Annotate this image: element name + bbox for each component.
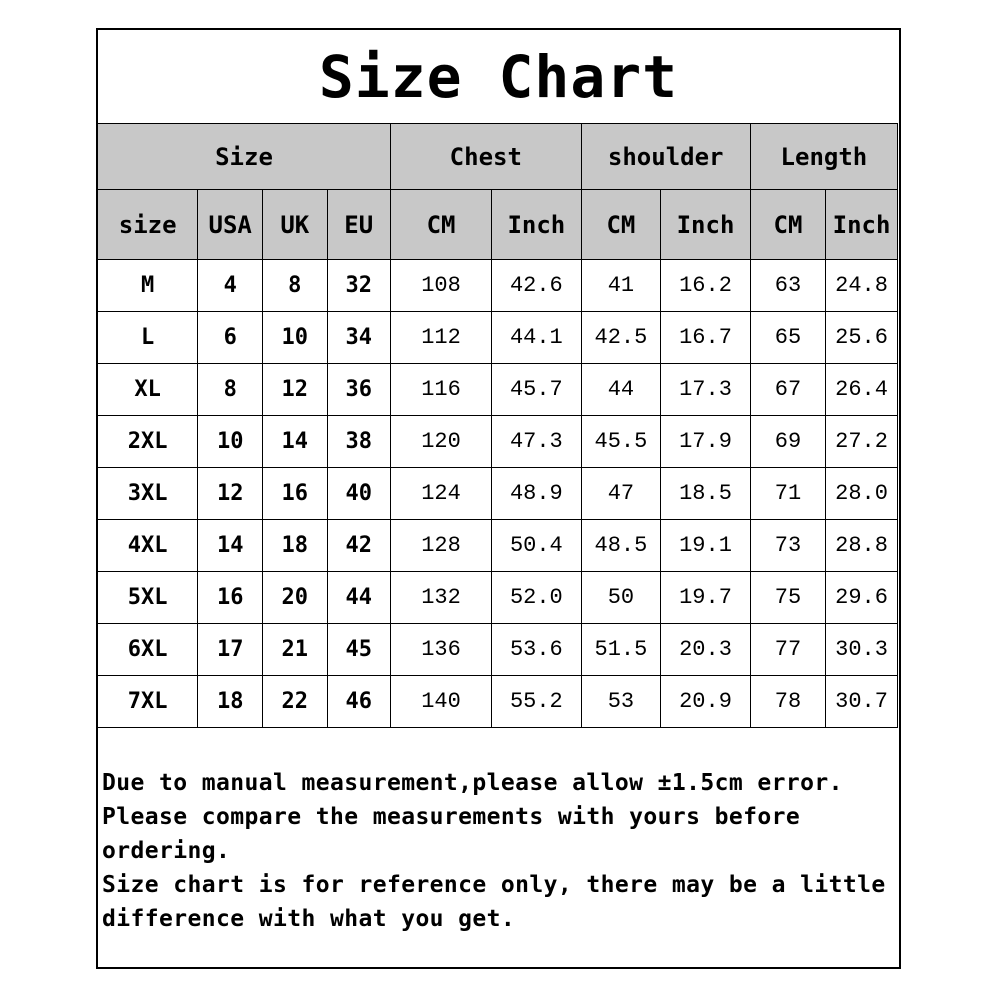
cell-eu: 40 [327, 468, 390, 520]
cell-length-inch: 28.0 [826, 468, 898, 520]
table-row [98, 624, 898, 676]
sub-header-eu: EU [327, 190, 390, 260]
cell-uk: 14 [263, 416, 327, 468]
table-row [98, 364, 898, 416]
cell-uk: 12 [263, 364, 327, 416]
cell-length-cm: 69 [750, 416, 825, 468]
cell-chest-inch: 55.2 [492, 676, 582, 728]
cell-shoulder-cm: 51.5 [581, 624, 661, 676]
sub-header-usa: USA [198, 190, 263, 260]
cell-uk: 18 [263, 520, 327, 572]
cell-size: 3XL [98, 468, 198, 520]
cell-eu: 38 [327, 416, 390, 468]
table-row [98, 676, 898, 728]
cell-length-cm: 65 [750, 312, 825, 364]
cell-shoulder-inch: 16.2 [661, 260, 751, 312]
cell-shoulder-inch: 16.7 [661, 312, 751, 364]
cell-shoulder-inch: 19.7 [661, 572, 751, 624]
note-line: Size chart is for reference only, there may be a little difference with what you get. [102, 872, 886, 932]
cell-length-inch: 30.7 [826, 676, 898, 728]
sub-header-row [98, 190, 898, 260]
group-header-chest: Chest [391, 124, 582, 190]
cell-length-cm: 78 [750, 676, 825, 728]
sub-header-shoulder-inch: Inch [661, 190, 751, 260]
cell-chest-cm: 112 [391, 312, 492, 364]
cell-shoulder-cm: 50 [581, 572, 661, 624]
sub-header-chest-inch: Inch [492, 190, 582, 260]
table-row [98, 572, 898, 624]
cell-chest-cm: 124 [391, 468, 492, 520]
cell-eu: 46 [327, 676, 390, 728]
cell-shoulder-cm: 53 [581, 676, 661, 728]
cell-usa: 18 [198, 676, 263, 728]
sub-header-length-inch: Inch [826, 190, 898, 260]
cell-shoulder-cm: 47 [581, 468, 661, 520]
group-header-size: Size [98, 124, 391, 190]
cell-chest-inch: 53.6 [492, 624, 582, 676]
note-line: Due to manual measurement,please allow ±1.5cm error. [102, 770, 843, 796]
cell-size: 7XL [98, 676, 198, 728]
cell-usa: 4 [198, 260, 263, 312]
cell-size: 6XL [98, 624, 198, 676]
cell-size: XL [98, 364, 198, 416]
cell-shoulder-inch: 20.3 [661, 624, 751, 676]
cell-length-inch: 25.6 [826, 312, 898, 364]
cell-chest-cm: 136 [391, 624, 492, 676]
cell-eu: 44 [327, 572, 390, 624]
cell-length-inch: 28.8 [826, 520, 898, 572]
cell-usa: 17 [198, 624, 263, 676]
cell-length-inch: 26.4 [826, 364, 898, 416]
cell-usa: 16 [198, 572, 263, 624]
cell-chest-inch: 44.1 [492, 312, 582, 364]
cell-usa: 14 [198, 520, 263, 572]
cell-usa: 12 [198, 468, 263, 520]
cell-size: 4XL [98, 520, 198, 572]
cell-usa: 10 [198, 416, 263, 468]
cell-usa: 8 [198, 364, 263, 416]
cell-length-cm: 71 [750, 468, 825, 520]
cell-shoulder-cm: 45.5 [581, 416, 661, 468]
cell-size: M [98, 260, 198, 312]
group-header-length: Length [750, 124, 897, 190]
cell-uk: 20 [263, 572, 327, 624]
cell-uk: 21 [263, 624, 327, 676]
cell-chest-inch: 45.7 [492, 364, 582, 416]
cell-shoulder-cm: 41 [581, 260, 661, 312]
cell-chest-cm: 116 [391, 364, 492, 416]
sub-header-chest-cm: CM [391, 190, 492, 260]
cell-chest-inch: 47.3 [492, 416, 582, 468]
cell-shoulder-cm: 44 [581, 364, 661, 416]
group-header-row [98, 124, 898, 190]
cell-length-cm: 67 [750, 364, 825, 416]
group-header-shoulder: shoulder [581, 124, 750, 190]
table-row [98, 416, 898, 468]
cell-usa: 6 [198, 312, 263, 364]
table-row [98, 312, 898, 364]
cell-shoulder-cm: 48.5 [581, 520, 661, 572]
cell-shoulder-cm: 42.5 [581, 312, 661, 364]
cell-eu: 34 [327, 312, 390, 364]
sub-header-uk: UK [263, 190, 327, 260]
sub-header-size: size [98, 190, 198, 260]
cell-eu: 42 [327, 520, 390, 572]
cell-size: L [98, 312, 198, 364]
table-row [98, 468, 898, 520]
cell-shoulder-inch: 18.5 [661, 468, 751, 520]
cell-chest-inch: 52.0 [492, 572, 582, 624]
table-row [98, 260, 898, 312]
cell-length-inch: 30.3 [826, 624, 898, 676]
cell-chest-inch: 42.6 [492, 260, 582, 312]
sub-header-shoulder-cm: CM [581, 190, 661, 260]
sub-header-length-cm: CM [750, 190, 825, 260]
cell-shoulder-inch: 20.9 [661, 676, 751, 728]
notes [102, 766, 899, 936]
cell-length-cm: 77 [750, 624, 825, 676]
cell-eu: 36 [327, 364, 390, 416]
cell-size: 2XL [98, 416, 198, 468]
cell-shoulder-inch: 17.9 [661, 416, 751, 468]
cell-chest-cm: 132 [391, 572, 492, 624]
page-title: Size Chart [318, 43, 679, 111]
cell-length-cm: 73 [750, 520, 825, 572]
cell-chest-cm: 128 [391, 520, 492, 572]
cell-chest-cm: 140 [391, 676, 492, 728]
size-chart-frame [96, 28, 901, 969]
cell-shoulder-inch: 17.3 [661, 364, 751, 416]
cell-length-inch: 24.8 [826, 260, 898, 312]
cell-length-cm: 63 [750, 260, 825, 312]
cell-eu: 32 [327, 260, 390, 312]
cell-uk: 8 [263, 260, 327, 312]
cell-chest-inch: 48.9 [492, 468, 582, 520]
cell-uk: 16 [263, 468, 327, 520]
cell-chest-cm: 120 [391, 416, 492, 468]
cell-shoulder-inch: 19.1 [661, 520, 751, 572]
cell-chest-inch: 50.4 [492, 520, 582, 572]
cell-uk: 22 [263, 676, 327, 728]
cell-length-inch: 27.2 [826, 416, 898, 468]
cell-chest-cm: 108 [391, 260, 492, 312]
cell-length-cm: 75 [750, 572, 825, 624]
table-row [98, 520, 898, 572]
note-line: Please compare the measurements with yours before ordering. [102, 804, 801, 864]
cell-length-inch: 29.6 [826, 572, 898, 624]
cell-uk: 10 [263, 312, 327, 364]
cell-size: 5XL [98, 572, 198, 624]
size-table [97, 123, 898, 728]
cell-eu: 45 [327, 624, 390, 676]
